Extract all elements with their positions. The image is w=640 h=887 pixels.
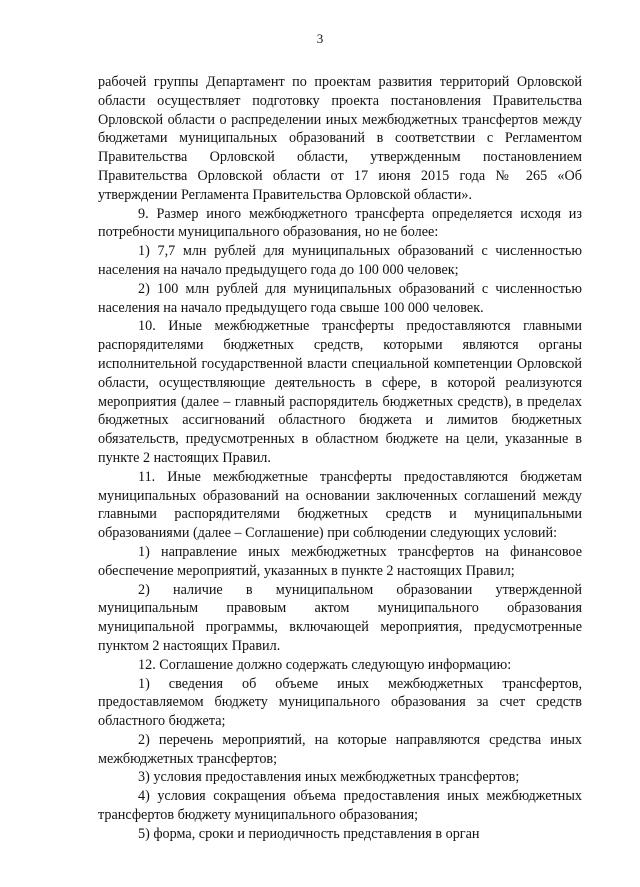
paragraph: 5) форма, сроки и периодичность представления в орган (138, 825, 480, 842)
paragraph: 1) направление иных межбюджетных трансфертов на финансовое обеспечение мероприятий, указанных в пункте 2 настоящих Правил; (98, 543, 582, 579)
page-number: 3 (316, 31, 324, 46)
paragraph: 2) наличие в муниципальном образовании утвержденной муниципальным правовым актом муниципального образования муниципальной программы, включающей мероприятия, предусмотренные пунктом 2 настоящих Правил. (98, 581, 582, 654)
document-body (98, 73, 582, 844)
paragraph: 1) сведения об объеме иных межбюджетных трансфертов, предоставляемом бюджету муниципального образования за счет средств областного бюджета; (98, 675, 582, 730)
paragraph: 12. Соглашение должно содержать следующую информацию: (138, 656, 512, 673)
paragraph: 2) 100 млн рублей для муниципальных образований с численностью населения на начало предыдущего года свыше 100 000 человек. (98, 280, 582, 316)
paragraph: рабочей группы Департамент по проектам развития территорий Орловской области осуществляет подготовку проекта постановления Правительства Орловской области о распределении иных межбюджетных трансфертов между бюджетами муниципальных образований в соответствии с Регламентом Правительства Орловской области, утвержденным постановлением Правительства Орловской области от 17 июня 2015 года № 265 «Об утверждении Регламента Правительства Орловской области». (98, 74, 582, 203)
paragraph: 2) перечень мероприятий, на которые направляются средства иных межбюджетных трансфертов; (98, 731, 582, 767)
paragraph: 11. Иные межбюджетные трансферты предоставляются бюджетам муниципальных образований на основании заключенных соглашений между главными распорядителями бюджетных средств и муниципальными образованиями (далее – Соглашение) при соблюдении следующих условий: (98, 468, 582, 542)
paragraph: 4) условия сокращения объема предоставления иных межбюджетных трансфертов бюджету муниципального образования; (98, 788, 582, 824)
paragraph: 9. Размер иного межбюджетного трансферта определяется исходя из потребности муниципального образования, но не более: (98, 205, 582, 241)
paragraph: 1) 7,7 млн рублей для муниципальных образований с численностью населения на начало предыдущего года до 100 000 человек; (98, 243, 582, 278)
paragraph: 3) условия предоставления иных межбюджетных трансфертов; (138, 769, 520, 786)
paragraph: 10. Иные межбюджетные трансферты предоставляются главными распорядителями бюджетных средств, которыми являются органы исполнительной государственной власти специальной компетенции Орловской области, осуществляющие деятельность в сфере, в которой реализуются мероприятия (далее – главный распорядитель бюджетных средств), в пределах бюджетных ассигнований областного бюджета и лимитов бюджетных обязательств, предусмотренных в областном бюджете на цели, указанные в пункте 2 настоящих Правил. (98, 318, 582, 466)
